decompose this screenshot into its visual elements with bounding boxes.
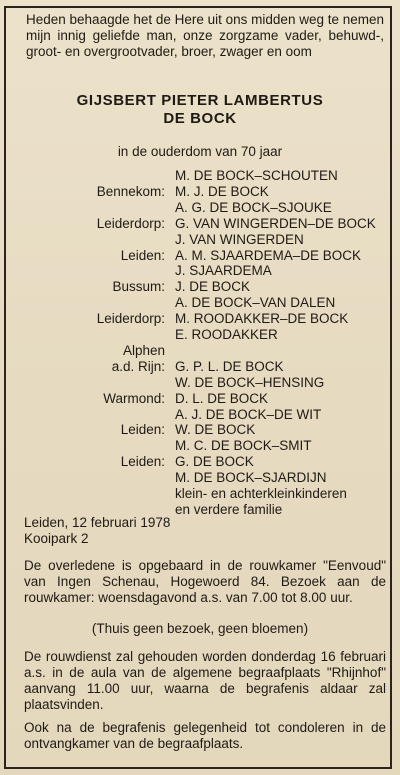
family-row xyxy=(0,311,400,327)
family-row-place: Bussum: xyxy=(112,279,165,295)
family-row-place: Leiderdorp: xyxy=(96,311,165,327)
family-row xyxy=(0,407,400,423)
family-row xyxy=(0,422,400,438)
family-row xyxy=(0,168,400,184)
family-row xyxy=(0,216,400,232)
family-row-person: W. DE BOCK–HENSING xyxy=(175,374,325,390)
family-row-person: klein- en achterkleinkinderen xyxy=(175,486,347,501)
family-row-place: a.d. Rijn: xyxy=(111,358,165,374)
intro-text: Heden behaagde het de Here uit ons midden weg te nemen mijn innig geliefde man, onze zorgzame vader, behuwd-, groot- en overgrootvader, broer, zwager en oom xyxy=(26,12,385,59)
family-row-place: Alphen xyxy=(122,342,165,358)
deceased-name-line1: GIJSBERT PIETER LAMBERTUS xyxy=(76,92,324,109)
location-date: Leiden, 12 februari 1978 xyxy=(24,515,171,530)
family-row-person: M. C. DE BOCK–SMIT xyxy=(175,438,312,454)
service-text: De rouwdienst zal gehouden worden donderdag 16 februari a.s. in de aula van de algemene begraafplaats "Rhijnhof" aanvang 11.00 uur, waarna de begrafenis aldaar zal plaatsvinden. xyxy=(24,649,386,712)
family-row xyxy=(0,343,400,359)
family-row-person: J. SJAARDEMA xyxy=(175,263,272,279)
family-row xyxy=(0,470,400,486)
family-row-person: G. P. L. DE BOCK xyxy=(175,358,284,374)
family-row xyxy=(0,232,400,248)
family-row xyxy=(0,327,400,343)
family-row-person: A. J. DE BOCK–DE WIT xyxy=(175,406,322,422)
family-row-person: A. M. SJAARDEMA–DE BOCK xyxy=(175,247,362,263)
family-row xyxy=(0,438,400,454)
address: Kooipark 2 xyxy=(24,531,89,546)
no-visit-text: (Thuis geen bezoek, geen bloemen) xyxy=(91,621,309,636)
family-row-place: Leiden: xyxy=(120,454,165,470)
family-row xyxy=(0,454,400,470)
family-row xyxy=(0,200,400,216)
family-row-person: J. DE BOCK xyxy=(175,279,251,295)
family-row-person: J. VAN WINGERDEN xyxy=(175,231,304,247)
family-row xyxy=(0,263,400,279)
family-row-place: Bennekom: xyxy=(96,183,165,199)
family-row xyxy=(0,486,400,502)
age-text: in de ouderdom van 70 jaar xyxy=(117,144,283,159)
family-row-person: A. G. DE BOCK–SJOUKE xyxy=(175,199,332,215)
viewing-text: De overledene is opgebaard in de rouwkamer "Eenvoud" van Ingen Schenau, Hogewoerd 84. Bezoek aan de rouwkamer: woensdagavond a.s. van 7.00 tot 8.00 uur. xyxy=(24,558,386,605)
family-row-place: Leiden: xyxy=(120,422,165,438)
family-row-person: en verdere familie xyxy=(175,501,283,517)
deceased-name-line2: DE BOCK xyxy=(163,110,237,127)
family-row-place: Leiden: xyxy=(120,247,165,263)
family-row xyxy=(0,279,400,295)
family-row-person: G. DE BOCK xyxy=(175,454,254,470)
family-row-person: W. DE BOCK xyxy=(175,422,256,438)
family-row xyxy=(0,184,400,200)
family-row xyxy=(0,248,400,264)
family-row xyxy=(0,295,400,311)
family-row-person: M. J. DE BOCK xyxy=(175,183,269,199)
family-row-person: M. ROODAKKER–DE BOCK xyxy=(175,311,349,327)
family-row-place: Leiderdorp: xyxy=(96,215,165,231)
family-row-person: A. DE BOCK–VAN DALEN xyxy=(175,295,336,311)
family-row-person: M. DE BOCK–SJARDIJN xyxy=(175,470,327,486)
family-row-person: D. L. DE BOCK xyxy=(175,390,269,406)
family-row xyxy=(0,359,400,375)
family-row xyxy=(0,391,400,407)
family-row-person: M. DE BOCK–SCHOUTEN xyxy=(175,168,338,183)
family-row-person: E. ROODAKKER xyxy=(175,327,278,342)
family-row-place: Warmond: xyxy=(103,390,165,406)
family-row-person: G. VAN WINGERDEN–DE BOCK xyxy=(175,215,376,231)
family-row xyxy=(0,375,400,391)
condolence-text: Ook na de begrafenis gelegenheid tot condoleren in de ontvangkamer van de begraafplaats. xyxy=(24,720,386,751)
